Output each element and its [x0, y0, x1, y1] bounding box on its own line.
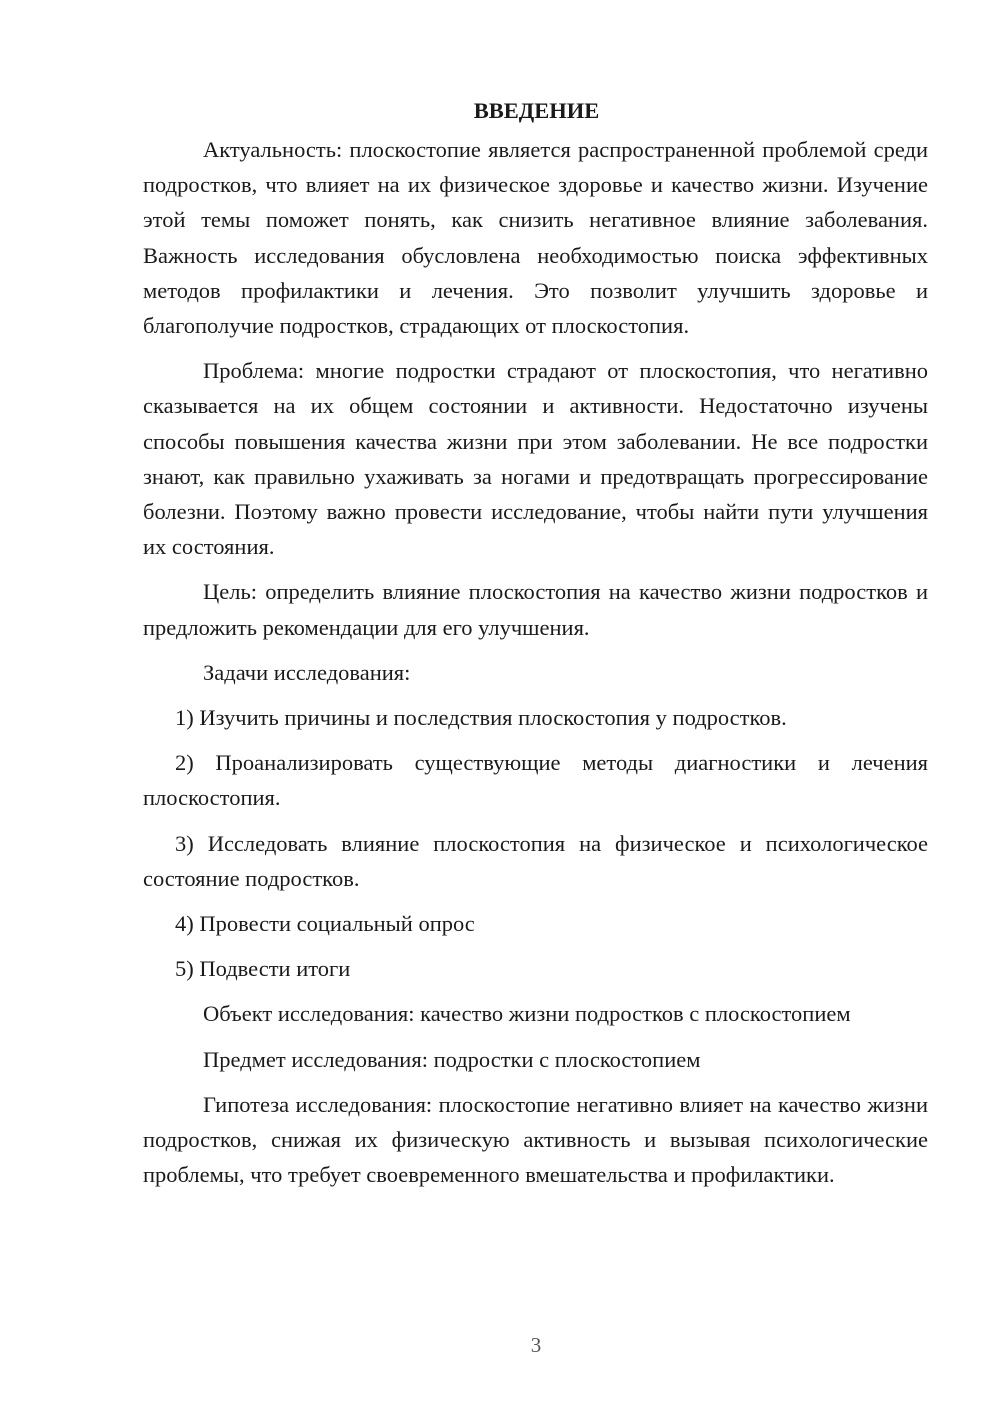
hypothesis-paragraph: Гипотеза исследования: плоскостопие негативно влияет на качество жизни подростков, снижая их физическую активность и вызывая психологические проблемы, что требует своевременного вмешательства и профилактики. — [143, 1091, 928, 1188]
task-item-2: 2) Проанализировать существующие методы диагностики и лечения плоскостопия. — [143, 750, 928, 811]
task-item-1: 1) Изучить причины и последствия плоскостопия у подростков. — [175, 705, 787, 731]
task-item-3: 3) Исследовать влияние плоскостопия на физическое и психологическое состояние подростков. — [143, 830, 928, 891]
tasks-heading: Задачи исследования: — [203, 659, 411, 685]
relevance-paragraph: Актуальность: плоскостопие является распространенной проблемой среди подростков, что влияет на их физическое здоровье и качество жизни. Изучение этой темы поможет понять, как снизить негативное влияние заболевания. Важность исследования обусловлена необходимостью поиска эффективных методов профилактики и лечения. Это позволит улучшить здоровье и благополучие подростков, страдающих от плоскостопия. — [143, 137, 928, 339]
task-item-5: 5) Подвести итоги — [175, 956, 351, 982]
goal-paragraph: Цель: определить влияние плоскостопия на качество жизни подростков и предложить рекомендации для его улучшения. — [143, 579, 928, 640]
section-title: ВВЕДЕНИЕ — [473, 98, 600, 123]
task-item-4: 4) Провести социальный опрос — [175, 911, 475, 937]
page-number: 3 — [530, 1333, 542, 1357]
research-object: Объект исследования: качество жизни подростков с плоскостопием — [203, 1001, 851, 1027]
problem-paragraph: Проблема: многие подростки страдают от плоскостопия, что негативно сказывается на их общем состоянии и активности. Недостаточно изучены способы повышения качества жизни при этом заболевании. Не все подростки знают, как правильно ухаживать за ногами и предотвращать прогрессирование болезни. Поэтому важно провести исследование, чтобы найти пути улучшения их состояния. — [143, 358, 928, 560]
document-body — [143, 95, 928, 1202]
research-subject: Предмет исследования: подростки с плоскостопием — [203, 1046, 701, 1072]
